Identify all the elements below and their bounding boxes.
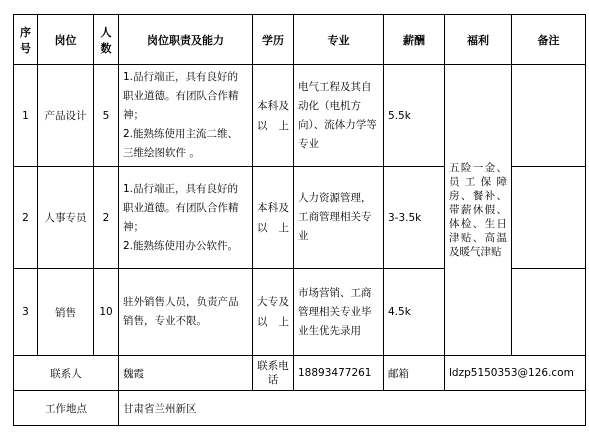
row-major: 人力资源管理，工商管理相关专业 — [294, 167, 384, 269]
header-salary: 薪酬 — [384, 15, 445, 65]
row-no: 3 — [14, 269, 38, 356]
row-major: 市场营销、工商管理相关专业毕业生优先录用 — [294, 269, 384, 356]
row-position: 销售 — [38, 269, 94, 356]
row-duties — [119, 167, 253, 269]
contact-phone-label: 联系电话 — [253, 356, 294, 391]
remark-cell — [512, 65, 586, 167]
row-salary: 3-3.5k — [384, 167, 445, 269]
workplace-row — [14, 391, 586, 426]
header-major: 专业 — [294, 15, 384, 65]
row-position: 人事专员 — [38, 167, 94, 269]
workplace-value: 甘肃省兰州新区 — [119, 391, 586, 426]
contact-email-label: 邮箱 — [384, 356, 445, 391]
row-major: 电气工程及其自动化（电机方向）、流体力学等专业 — [294, 65, 384, 167]
header-count: 人数 — [94, 15, 119, 65]
row-salary: 5.5k — [384, 65, 445, 167]
duty-line: 1.品行端正，具有良好的职业道德。有团队合作精神； — [123, 182, 239, 233]
row-education: 本科及以上 — [253, 167, 294, 269]
row-duties — [119, 269, 253, 356]
workplace-label: 工作地点 — [14, 391, 119, 426]
duty-line: 驻外销售人员，负责产品销售，专业不限。 — [123, 296, 239, 327]
header-no: 序号 — [14, 15, 38, 65]
row-count: 10 — [94, 269, 119, 356]
row-no: 1 — [14, 65, 38, 167]
welfare-cell: 五险一金、员工保障房、餐补、带薪休假、体检、生日津贴、高温及暖气津贴 — [445, 65, 512, 356]
duty-line: 2.能熟练使用主流二维、三维绘图软件 。 — [123, 128, 239, 159]
contact-label: 联系人 — [14, 356, 119, 391]
row-duties — [119, 65, 253, 167]
row-education: 大专及以上 — [253, 269, 294, 356]
duty-line: 1.品行端正，具有良好的职业道德。有团队合作精神； — [123, 71, 239, 121]
contact-row — [14, 356, 586, 391]
header-welfare: 福利 — [445, 15, 512, 65]
table-row — [14, 65, 586, 167]
contact-name: 魏霞 — [119, 356, 253, 391]
row-education: 本科及以上 — [253, 65, 294, 167]
row-no: 2 — [14, 167, 38, 269]
header-row — [14, 15, 586, 65]
row-count: 5 — [94, 65, 119, 167]
header-duties: 岗位职责及能力 — [119, 15, 253, 65]
row-salary: 4.5k — [384, 269, 445, 356]
contact-phone: 18893477261 — [294, 356, 384, 391]
duty-line: 2.能熟练使用办公软件。 — [123, 239, 239, 252]
header-position: 岗位 — [38, 15, 94, 65]
contact-email: ldzp5150353@126.com — [445, 356, 586, 391]
header-remark: 备注 — [512, 15, 586, 65]
header-education: 学历 — [253, 15, 294, 65]
recruitment-table — [13, 14, 586, 426]
row-position: 产品设计 — [38, 65, 94, 167]
row-count: 2 — [94, 167, 119, 269]
remark-cell — [512, 269, 586, 356]
remark-cell — [512, 167, 586, 269]
